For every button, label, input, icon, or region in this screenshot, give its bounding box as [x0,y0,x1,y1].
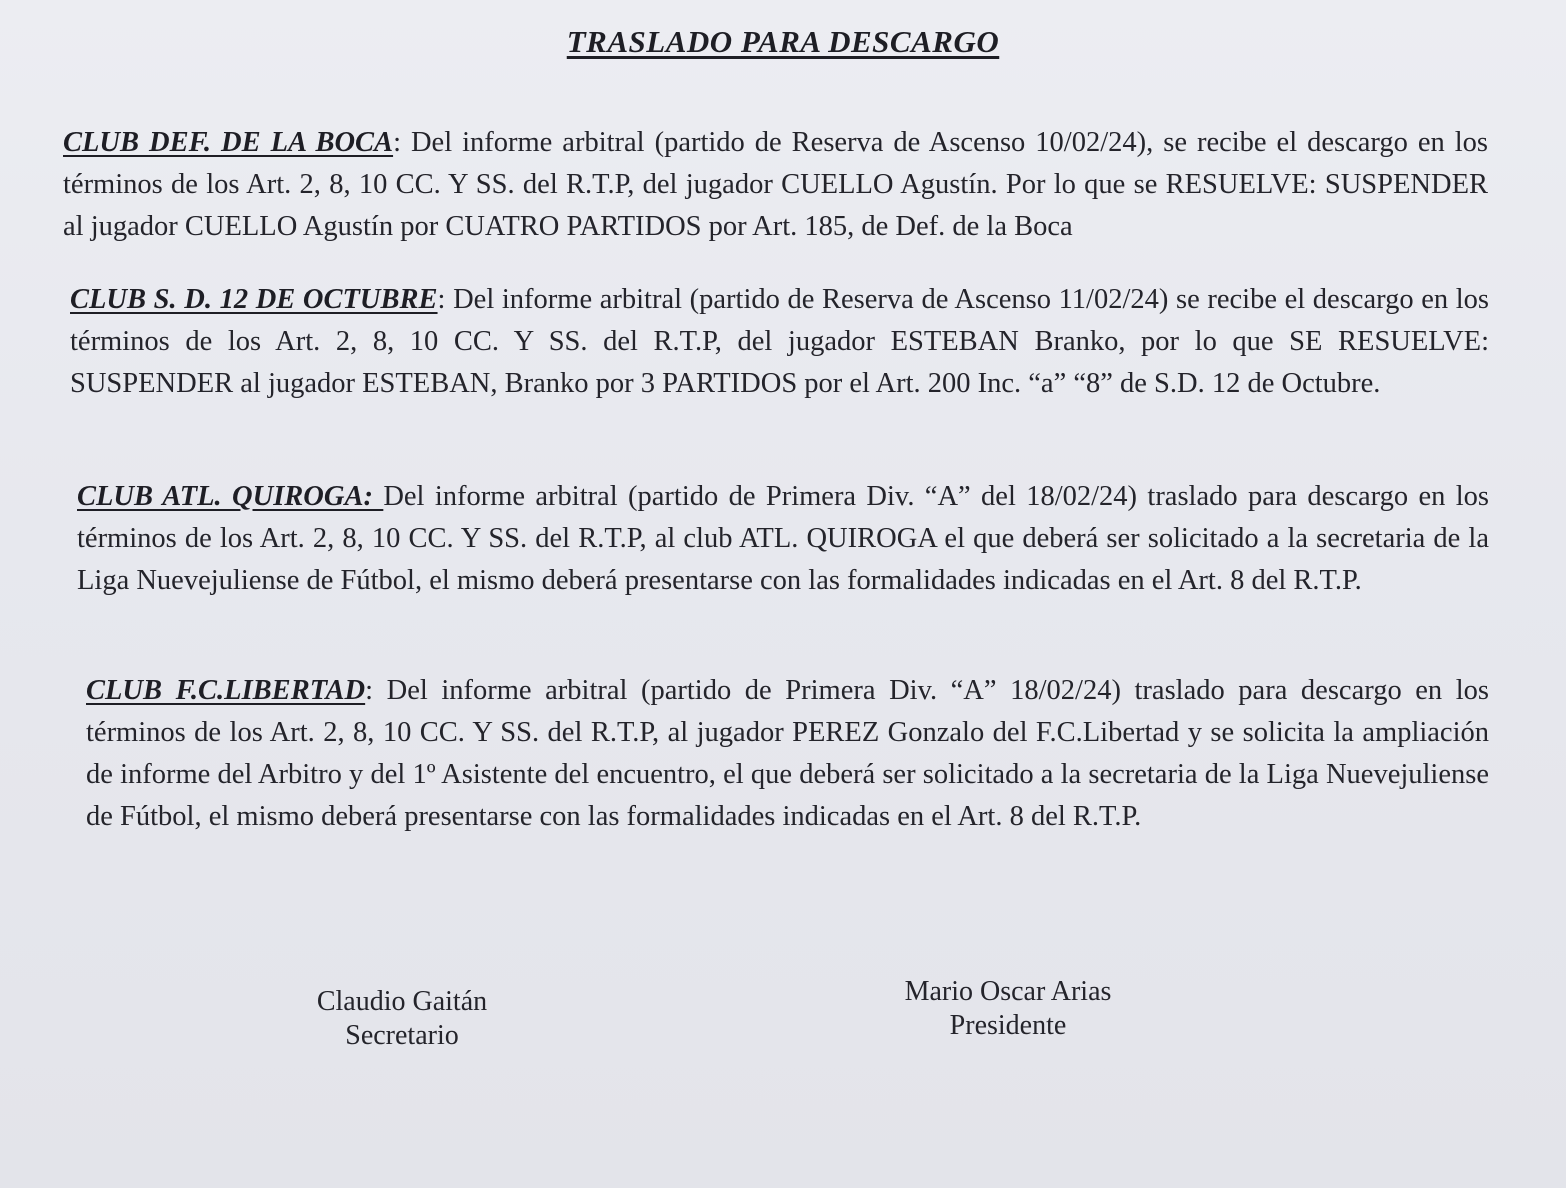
signatory-role: Secretario [345,1020,459,1051]
club-heading: CLUB S. D. 12 DE OCTUBRE [70,283,438,315]
paragraph-text: Del informe arbitral (partido de Primera Div. “A” del 18/02/24) traslado para descargo en los términos de los Art. 2, 8, 10 CC. Y SS. del R.T.P, al club ATL. QUIROGA el que deberá ser solicitado a la secretaria de la Liga Nuevejuliense de Fútbol, el mismo deberá presentarse con las formalidades indicadas en el Art. 8 del R.T.P. [77,480,1489,596]
paragraph-text: : Del informe arbitral (partido de Reserva de Ascenso 11/02/24) se recibe el descargo en los términos de los Art. 2, 8, 10 CC. Y SS. del R.T.P, del jugador ESTEBAN Branko, por lo que SE RESUELVE: SUSPENDER al jugador ESTEBAN, Branko por 3 PARTIDOS por el Art. 200 Inc. “a” “8” de S.D. 12 de Octubre. [70,283,1489,399]
club-heading: CLUB DEF. DE LA BOCA [63,126,394,158]
resolution-paragraph-atl-quiroga [77,476,1489,602]
signatory-role: Presidente [949,1010,1067,1041]
club-heading: CLUB ATL. QUIROGA: [77,480,384,512]
paragraph-text: : Del informe arbitral (partido de Primera Div. “A” 18/02/24) traslado para descargo en los términos de los Art. 2, 8, 10 CC. Y SS. del R.T.P, al jugador PEREZ Gonzalo del F.C.Libertad y se solicita la ampliación de informe del Arbitro y del 1º Asistente del encuentro, el que deberá ser solicitado a la secretaria de la Liga Nuevejuliense de Fútbol, el mismo deberá presentarse con las formalidades indicadas en el Art. 8 del R.T.P. [86,674,1489,832]
paragraph-text: : Del informe arbitral (partido de Reserva de Ascenso 10/02/24), se recibe el descargo en los términos de los Art. 2, 8, 10 CC. Y SS. del R.T.P, del jugador CUELLO Agustín. Por lo que se RESUELVE: SUSPENDER al jugador CUELLO Agustín por CUATRO PARTIDOS por Art. 185, de Def. de la Boca [63,126,1489,242]
club-heading: CLUB F.C.LIBERTAD [86,674,366,706]
resolution-paragraph-def-boca [63,122,1488,248]
signatory-name: Claudio Gaitán [316,986,488,1017]
signature-block-president [858,975,1158,1043]
signatory-name: Mario Oscar Arias [904,976,1112,1007]
document-title: TRASLADO PARA DESCARGO [566,24,1000,59]
resolution-paragraph-12-octubre [70,279,1489,405]
resolution-paragraph-fc-libertad [86,670,1489,838]
signature-block-secretary [252,985,552,1053]
